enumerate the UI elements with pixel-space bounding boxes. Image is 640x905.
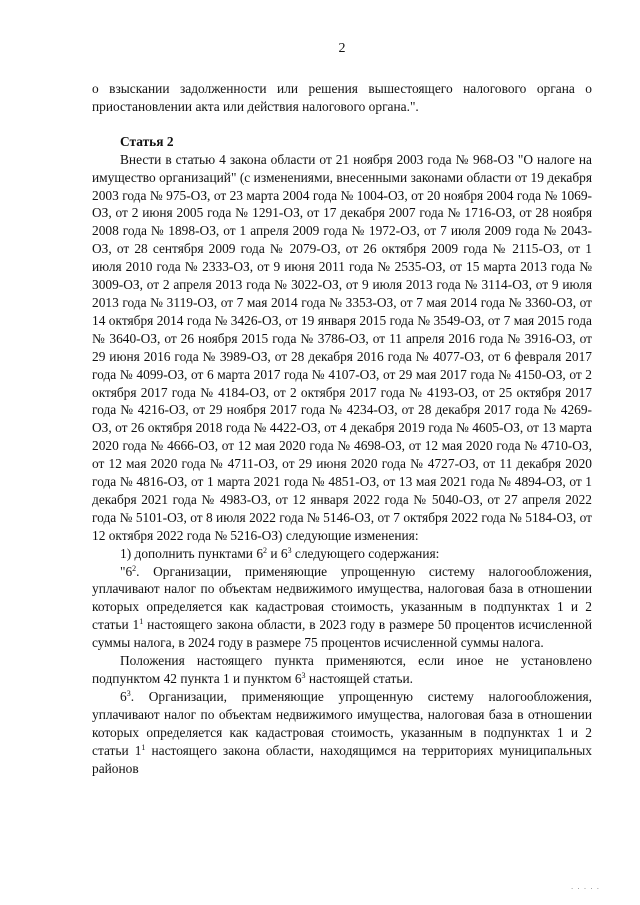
- application-paragraph: [92, 652, 592, 688]
- point-6-2-text-end: настоящего закона области, в 2023 году в размере 50 процентов исчисленной суммы налога, в 2024 году в размере 75 процентов исчисленной суммы налога.: [92, 617, 592, 651]
- article-heading: Статья 2: [120, 133, 174, 149]
- point-6-3-superscript: 3: [126, 688, 131, 698]
- application-text-end: настоящей статьи.: [305, 671, 414, 686]
- footer-mark: . . . . .: [570, 882, 600, 891]
- point-6-3-article-superscript: 1: [141, 742, 146, 752]
- point-6-3-paragraph: [92, 688, 592, 778]
- page-number: 2: [338, 41, 346, 56]
- article-body-paragraph: Внести в статью 4 закона области от 21 ноября 2003 года № 968-ОЗ "О налоге на имущество организаций" (с изменениями, внесенными законами области от 19 декабря 2003 года № 975-ОЗ, от 23 марта 2004 года № 1004-ОЗ, от 20 ноября 2004 года № 1069-ОЗ, от 2 июня 2005 года № 1291-ОЗ, от 17 декабря 2007 года № 1716-ОЗ, от 28 ноября 2008 года № 1898-ОЗ, от 1 апреля 2009 года № 1972-ОЗ, от 7 июля 2009 года № 2043-ОЗ, от 28 сентября 2009 года № 2079-ОЗ, от 26 октября 2009 года № 2115-ОЗ, от 1 июля 2010 года № 2333-ОЗ, от 9 июня 2011 года № 2535-ОЗ, от 15 марта 2013 года № 3009-ОЗ, от 2 апреля 2013 года № 3022-ОЗ, от 9 июля 2013 года № 3114-ОЗ, от 9 июля 2013 года № 3119-ОЗ, от 7 мая 2014 года № 3353-ОЗ, от 7 мая 2014 года № 3360-ОЗ, от 14 октября 2014 года № 3426-ОЗ, от 19 января 2015 года № 3549-ОЗ, от 7 мая 2015 года № 3640-ОЗ, от 26 ноября 2015 года № 3786-ОЗ, от 11 апреля 2016 года № 3916-ОЗ, от 29 июня 2016 года № 3989-ОЗ, от 28 декабря 2016 года № 4077-ОЗ, от 6 февраля 2017 года № 4099-ОЗ, от 6 марта 2017 года № 4107-ОЗ, от 29 мая 2017 года № 4150-ОЗ, от 2 октября 2017 года № 4184-ОЗ, от 2 октября 2017 года № 4193-ОЗ, от 25 октября 2017 года № 4216-ОЗ, от 29 ноября 2017 года № 4234-ОЗ, от 28 декабря 2017 года № 4269-ОЗ, от 26 октября 2018 года № 4422-ОЗ, от 4 декабря 2019 года № 4605-ОЗ, от 13 марта 2020 года № 4666-ОЗ, от 12 мая 2020 года № 4698-ОЗ, от 12 мая 2020 года № 4710-ОЗ, от 12 мая 2020 года № 4711-ОЗ, от 29 июня 2020 года № 4727-ОЗ, от 11 декабря 2020 года № 4816-ОЗ, от 1 марта 2021 года № 4851-ОЗ, от 13 мая 2021 года № 4894-ОЗ, от 1 декабря 2021 года № 4983-ОЗ, от 12 января 2022 года № 5040-ОЗ, от 27 апреля 2022 года № 5101-ОЗ, от 8 июля 2022 года № 5146-ОЗ, от 7 октября 2022 года № 5184-ОЗ, от 12 октября 2022 года № 5216-ОЗ) следующие изменения:: [92, 151, 592, 543]
- item-1-superscript: 2: [263, 545, 268, 555]
- application-superscript: 3: [301, 671, 306, 680]
- point-6-2-paragraph: [92, 563, 592, 653]
- point-6-3-text: . Организации, применяющие упрощенную систему налогообложения, уплачивают налог по объектам недвижимого имущества, налоговая база в отношении которых определяется как кадастровая стоимость, указанным в подпунктах 1 и 2 статьи 1: [92, 688, 592, 758]
- point-6-2-prefix: "6: [120, 563, 133, 579]
- document-page: [92, 40, 592, 777]
- item-1-text-mid: и 6: [267, 545, 288, 561]
- item-1-paragraph: [92, 545, 592, 563]
- application-text: Положения настоящего пункта применяются, если иное не установлено подпунктом 42 пункта 1 и пунктом 6: [92, 653, 592, 686]
- item-1-text: 1) дополнить пунктами 6: [120, 545, 264, 561]
- point-6-3-text-end: настоящего закона области, находящимся на территориях муниципальных районов: [92, 742, 592, 776]
- item-1-text-end: следующего содержания:: [291, 545, 440, 561]
- point-6-2-article-superscript: 1: [139, 617, 144, 627]
- continuation-paragraph: о взыскании задолженности или решения вышестоящего налогового органа о приостановлении акта или действия налогового органа.".: [92, 81, 592, 114]
- item-1-superscript-b: 3: [287, 545, 292, 555]
- point-6-3-prefix: 6: [120, 688, 127, 704]
- point-6-2-superscript: 2: [132, 563, 137, 573]
- point-6-2-text: . Организации, применяющие упрощенную систему налогообложения, уплачивают налог по объектам недвижимого имущества, налоговая база в отношении которых определяется как кадастровая стоимость, указанным в подпунктах 1 и 2 статьи 1: [92, 563, 592, 633]
